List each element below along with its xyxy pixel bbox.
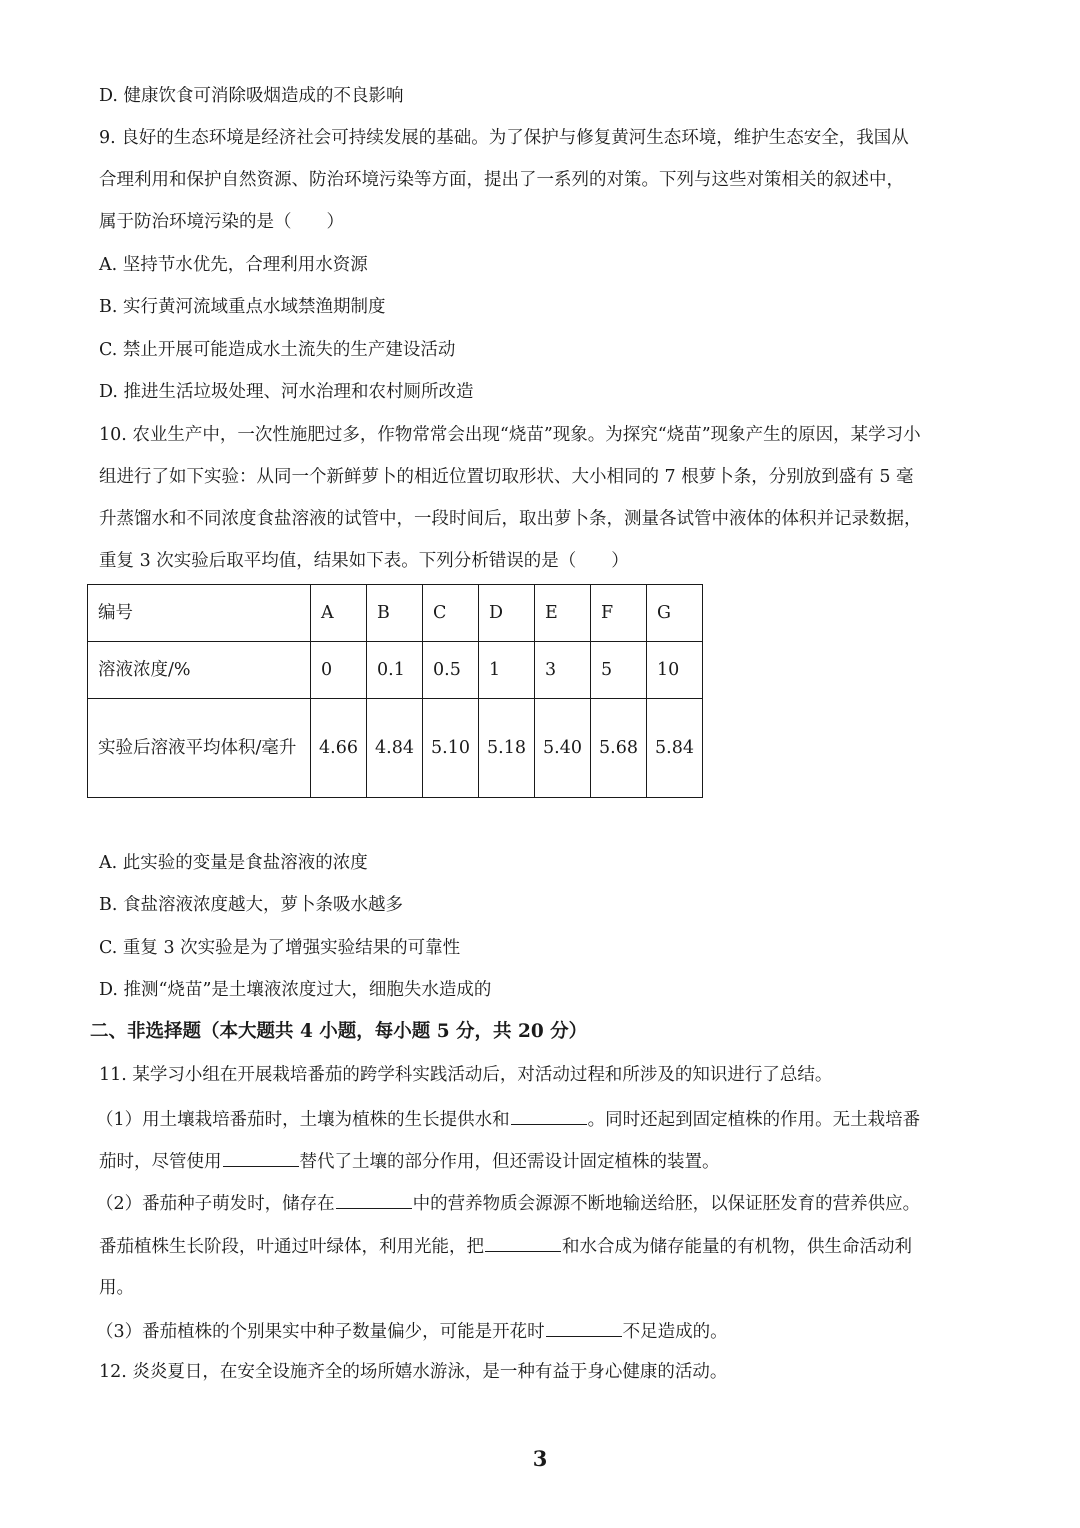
q10-stem-line-3: 升蒸馏水和不同浓度食盐溶液的试管中，一段时间后，取出萝卜条，测量各试管中液体的体积并记录数据， xyxy=(99,509,922,529)
q10-option-b: B. 食盐溶液浓度越大，萝卜条吸水越多 xyxy=(99,895,403,915)
section-heading: 二、非选择题（本大题共 4 小题，每小题 5 分，共 20 分） xyxy=(90,1021,588,1042)
table-cell: F xyxy=(591,585,647,642)
q8-option-d: D. 健康饮食可消除吸烟造成的不良影响 xyxy=(99,86,404,106)
q12-stem: 12. 炎炎夏日，在安全设施齐全的场所嬉水游泳，是一种有益于身心健康的活动。 xyxy=(99,1362,728,1382)
table-cell: D xyxy=(479,585,535,642)
q9-option-d: D. 推进生活垃圾处理、河水治理和农村厕所改造 xyxy=(99,382,474,402)
answer-blank[interactable] xyxy=(336,1190,412,1209)
table-cell: 5.84 xyxy=(647,699,703,798)
table-cell: C xyxy=(423,585,479,642)
table-cell: 3 xyxy=(535,642,591,699)
q9-option-c: C. 禁止开展可能造成水土流失的生产建设活动 xyxy=(99,340,456,360)
table-cell: 10 xyxy=(647,642,703,699)
q11-part-1-line-1 xyxy=(96,1106,1020,1132)
table-cell: 5.68 xyxy=(591,699,647,798)
q11-text: 茄时，尽管使用 xyxy=(99,1152,222,1172)
q11-text: 番茄植株生长阶段，叶通过叶绿体，利用光能，把 xyxy=(99,1237,484,1257)
q11-stem: 11. 某学习小组在开展栽培番茄的跨学科实践活动后，对活动过程和所涉及的知识进行了总结。 xyxy=(99,1065,833,1085)
q11-part-2-line-1 xyxy=(96,1190,1020,1216)
table-cell: G xyxy=(647,585,703,642)
table-cell: 0.1 xyxy=(367,642,423,699)
table-cell: 5.18 xyxy=(479,699,535,798)
answer-blank[interactable] xyxy=(485,1233,561,1252)
table-cell: 0 xyxy=(311,642,367,699)
q10-stem-line-4: 重复 3 次实验后取平均值，结果如下表。下列分析错误的是（ ） xyxy=(99,551,629,571)
answer-blank[interactable] xyxy=(511,1106,587,1125)
q11-text: 。同时还起到固定植株的作用。无土栽培番 xyxy=(587,1110,921,1130)
table-cell: 4.84 xyxy=(367,699,423,798)
q9-option-a: A. 坚持节水优先，合理利用水资源 xyxy=(99,255,368,275)
q9-stem-line-1: 9. 良好的生态环境是经济社会可持续发展的基础。为了保护与修复黄河生态环境，维护生态安全，我国从 xyxy=(99,128,909,148)
q9-stem-line-2: 合理利用和保护自然资源、防治环境污染等方面，提出了一系列的对策。下列与这些对策相关的叙述中， xyxy=(99,170,904,190)
table-row-volume xyxy=(88,699,703,798)
row-header-id: 编号 xyxy=(88,585,311,642)
table-row-ids xyxy=(88,585,703,642)
q10-option-d: D. 推测“烧苗”是土壤液浓度过大，细胞失水造成的 xyxy=(99,980,492,1000)
q10-option-c: C. 重复 3 次实验是为了增强实验结果的可靠性 xyxy=(99,938,461,958)
q11-part-2-line-2 xyxy=(99,1233,1020,1259)
q11-text: （1）用土壤栽培番茄时，土壤为植株的生长提供水和 xyxy=(96,1110,510,1130)
q11-text: （2）番茄种子萌发时，储存在 xyxy=(96,1194,335,1214)
page-number: 3 xyxy=(532,1446,548,1471)
table-cell: 4.66 xyxy=(311,699,367,798)
q11-text: 中的营养物质会源源不断地输送给胚，以保证胚发育的营养供应。 xyxy=(412,1194,921,1214)
table-cell: E xyxy=(535,585,591,642)
q10-stem-line-1: 10. 农业生产中，一次性施肥过多，作物常常会出现“烧苗”现象。为探究“烧苗”现象产生的原因，某学习小 xyxy=(99,425,921,445)
table-cell: 1 xyxy=(479,642,535,699)
table-cell: 5.10 xyxy=(423,699,479,798)
row-header-concentration: 溶液浓度/% xyxy=(88,642,311,699)
q10-stem-line-2: 组进行了如下实验：从同一个新鲜萝卜的相近位置切取形状、大小相同的 7 根萝卜条，分别放到盛有 5 毫 xyxy=(99,467,914,487)
table-cell: B xyxy=(367,585,423,642)
q11-part-3 xyxy=(96,1318,1020,1344)
q11-text: 替代了土壤的部分作用，但还需设计固定植株的装置。 xyxy=(299,1152,720,1172)
q11-part-2-line-3: 用。 xyxy=(99,1278,134,1298)
q9-stem-line-3: 属于防治环境污染的是（ ） xyxy=(99,212,344,232)
table-cell: 5.40 xyxy=(535,699,591,798)
q11-part-1-line-2 xyxy=(99,1148,1020,1174)
table-row-concentration xyxy=(88,642,703,699)
answer-blank[interactable] xyxy=(223,1148,299,1167)
table-cell: 0.5 xyxy=(423,642,479,699)
row-header-volume: 实验后溶液平均体积/毫升 xyxy=(88,699,311,798)
q11-text: （3）番茄植株的个别果实中种子数量偏少，可能是开花时 xyxy=(96,1322,545,1342)
q10-option-a: A. 此实验的变量是食盐溶液的浓度 xyxy=(99,853,368,873)
answer-blank[interactable] xyxy=(546,1318,622,1337)
table-cell: A xyxy=(311,585,367,642)
experiment-table xyxy=(87,584,703,798)
table-cell: 5 xyxy=(591,642,647,699)
q11-text: 不足造成的。 xyxy=(622,1322,728,1342)
q9-option-b: B. 实行黄河流域重点水域禁渔期制度 xyxy=(99,297,386,317)
q11-text: 和水合成为储存能量的有机物，供生命活动利 xyxy=(562,1237,912,1257)
